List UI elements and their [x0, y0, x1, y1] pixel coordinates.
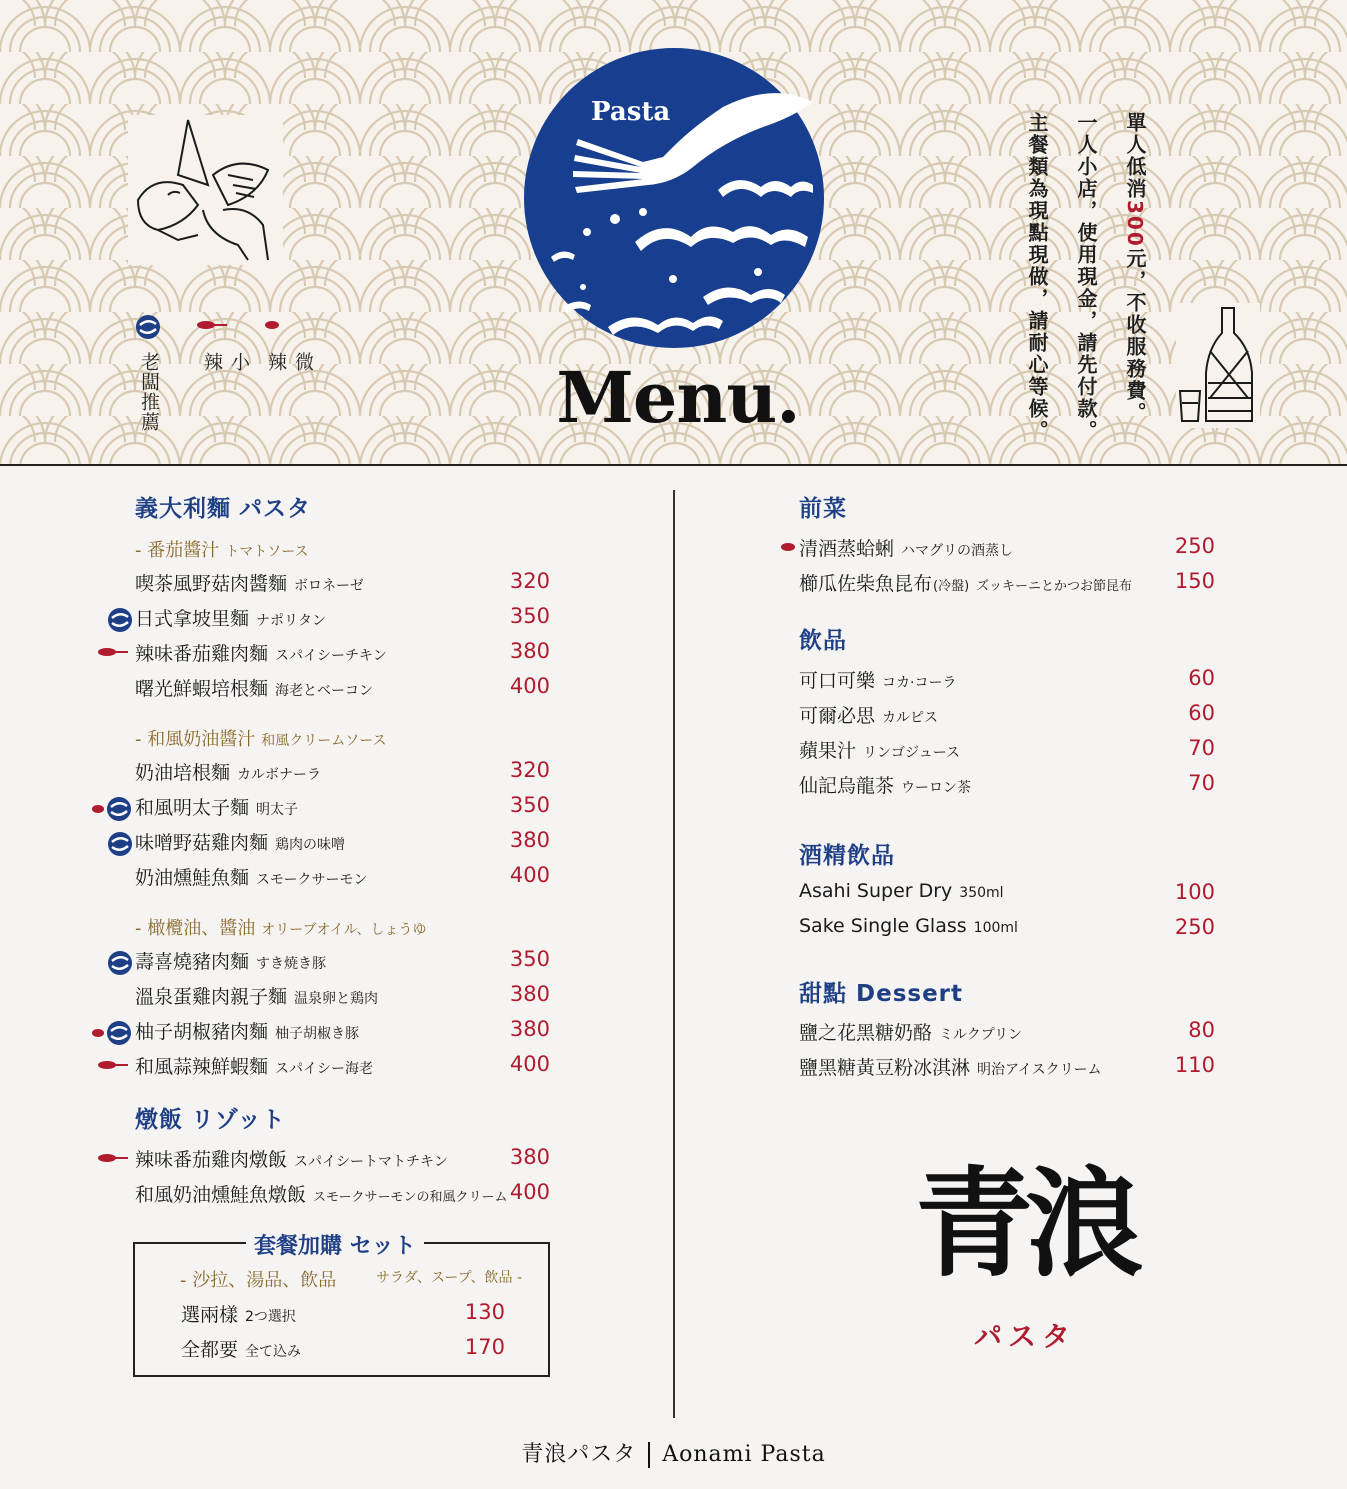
menu-item: Sake Single Glass 100ml: [799, 915, 1018, 937]
menu-item-price: 70: [1188, 736, 1215, 760]
legend-label-mild: 小 辣: [201, 352, 250, 401]
footer: [0, 1437, 1347, 1468]
menu-item: Asahi Super Dry 350ml: [799, 880, 1004, 902]
brand-logo-main: 青浪: [914, 1155, 1135, 1293]
section-title-dessert: 甜點 Dessert: [799, 981, 964, 1007]
section-title-risotto: 燉飯 リゾット: [135, 1107, 286, 1133]
owner-recommend-icon: [106, 1020, 132, 1046]
spicy-marker: [95, 1058, 129, 1072]
menu-item: 鹽之花黑糖奶酪 ミルクプリン: [799, 1022, 1023, 1044]
set-menu-title: 套餐加購 セット: [246, 1229, 424, 1260]
menu-item: 櫛瓜佐柴魚昆布 (冷盤) ズッキーニとかつお節昆布: [799, 573, 1133, 595]
notice-made-to-order: 主餐類為現點現做，請耐心等候。: [1025, 112, 1049, 442]
menu-item-price: 380: [509, 982, 550, 1006]
menu-item: 辣味番茄雞肉燉飯 スパイシートマトチキン: [135, 1149, 448, 1171]
sake-bottle-illustration: [1176, 303, 1260, 428]
menu-item: 溫泉蛋雞肉親子麵 温泉卵と鶏肉: [135, 986, 379, 1008]
subsection-olive-oil-soy: - 橄欖油、醬油 オリーブオイル、しょうゆ: [135, 918, 427, 939]
menu-item-price: 100: [1174, 880, 1215, 904]
chef-hands-illustration: [128, 115, 283, 265]
set-item-price: 170: [464, 1335, 505, 1359]
recommend-marker: [107, 950, 133, 976]
menu-item: 仙記烏龍茶 ウーロン茶: [799, 775, 972, 797]
footer-en: Aonami Pasta: [662, 1442, 826, 1467]
menu-item-price: 400: [509, 1180, 550, 1204]
menu-title: Menu.: [556, 356, 800, 439]
owner-recommend-icon: [106, 796, 132, 822]
menu-item: 和風奶油燻鮭魚燉飯 スモークサーモンの和風クリーム: [135, 1184, 508, 1206]
menu-item-price: 380: [509, 639, 550, 663]
section-title-alcohol: 酒精飲品: [799, 843, 895, 869]
menu-item-price: 350: [509, 947, 550, 971]
menu-item-price: 400: [509, 1052, 550, 1076]
legend-label-slight: 微 辣: [265, 352, 314, 401]
menu-item-price: 380: [509, 828, 550, 852]
set-item: 全都要 全て込み: [181, 1339, 302, 1361]
menu-item-price: 250: [1174, 915, 1215, 939]
menu-item: 壽喜燒豬肉麵 すき焼き豚: [135, 951, 327, 973]
menu-item: 喫茶風野菇肉醬麵 ボロネーゼ: [135, 573, 364, 595]
column-divider: [673, 490, 675, 1418]
notice-minimum-charge: 單人低消300元，不收服務費。: [1123, 112, 1147, 424]
brand-logo: [910, 1155, 1140, 1365]
menu-item-price: 350: [509, 793, 550, 817]
menu-item-price: 320: [509, 758, 550, 782]
pasta-logo-circle: [523, 47, 825, 349]
mild-spicy-icon: [95, 1058, 129, 1072]
set-item-price: 130: [464, 1300, 505, 1324]
menu-item: 可口可樂 コカ·コーラ: [799, 670, 957, 692]
set-menu-subtitle-jp: サラダ、スープ、飲品 -: [376, 1270, 523, 1286]
owner-recommend-icon: [107, 950, 133, 976]
menu-item: 奶油燻鮭魚麵 スモークサーモン: [135, 867, 368, 889]
spicy-marker: [95, 645, 129, 659]
set-item: 選兩樣 2つ選択: [181, 1304, 296, 1326]
subsection-tomato: - 番茄醬汁 トマトソース: [135, 540, 309, 561]
minimum-amount: 300: [1123, 200, 1147, 248]
menu-item: 和風蒜辣鮮蝦麵 スパイシー海老: [135, 1056, 374, 1078]
menu-item: 蘋果汁 リンゴジュース: [799, 740, 961, 762]
mild-spicy-icon: [95, 645, 129, 659]
menu-item: 曙光鮮蝦培根麵 海老とベーコン: [135, 678, 374, 700]
mild-spicy-icon: [95, 1151, 129, 1165]
mild-spicy-icon: [193, 318, 229, 332]
circle-label: Pasta: [591, 97, 671, 127]
menu-item-price: 250: [1174, 534, 1215, 558]
notice-cash-only: 一人小店，使用現金，請先付款。: [1074, 112, 1098, 442]
menu-item-price: 80: [1188, 1018, 1215, 1042]
recommend-spicy-marker: [90, 796, 132, 822]
slight-spicy-icon: [263, 319, 281, 331]
section-title-pasta: 義大利麵 パスタ: [135, 496, 311, 522]
menu-item: 可爾必思 カルピス: [799, 705, 939, 727]
menu-item: 辣味番茄雞肉麵 スパイシーチキン: [135, 643, 387, 665]
spicy-marker: [95, 1151, 129, 1165]
menu-item-price: 380: [509, 1017, 550, 1041]
owner-recommend-icon: [107, 607, 133, 633]
recommend-marker: [107, 831, 133, 857]
menu-item-price: 150: [1174, 569, 1215, 593]
menu-item-price: 60: [1188, 666, 1215, 690]
brand-logo-sub: パスタ: [973, 1320, 1076, 1353]
footer-separator: [648, 1442, 650, 1468]
menu-item-price: 350: [509, 604, 550, 628]
menu-item: 柚子胡椒豬肉麵 柚子胡椒き豚: [135, 1021, 360, 1043]
set-menu-subtitle: - 沙拉、湯品、飲品: [180, 1270, 337, 1291]
menu-item: 鹽黑糖黃豆粉冰淇淋 明治アイスクリーム: [799, 1057, 1102, 1079]
footer-jp: 青浪パスタ: [521, 1442, 637, 1467]
menu-item-price: 110: [1174, 1053, 1215, 1077]
recommend-marker: [107, 607, 133, 633]
section-title-drinks: 飲品: [799, 628, 847, 654]
menu-item-price: 60: [1188, 701, 1215, 725]
menu-item-price: 70: [1188, 771, 1215, 795]
menu-item: 日式拿坡里麵 ナポリタン: [135, 608, 327, 630]
menu-item-price: 320: [509, 569, 550, 593]
slight-spicy-icon: [90, 1027, 106, 1039]
menu-item-price: 400: [509, 674, 550, 698]
owner-recommend-icon: [107, 831, 133, 857]
legend-label-recommend: 老闆推薦: [138, 352, 160, 432]
menu-item: 清酒蒸蛤蜊 ハマグリの酒蒸し: [799, 538, 1014, 560]
menu-item: 味噌野菇雞肉麵 鶏肉の味噌: [135, 832, 346, 854]
owner-recommend-icon: [135, 314, 161, 340]
menu-item-price: 380: [509, 1145, 550, 1169]
slight-spicy-icon: [779, 541, 797, 553]
section-title-appetizer: 前菜: [799, 496, 847, 522]
spicy-marker: [779, 541, 797, 553]
menu-item-price: 400: [509, 863, 550, 887]
header-banner: [0, 0, 1347, 466]
slight-spicy-icon: [90, 803, 106, 815]
recommend-spicy-marker: [90, 1020, 132, 1046]
menu-item: 和風明太子麵 明太子: [135, 797, 299, 819]
subsection-japanese-cream: - 和風奶油醬汁 和風クリームソース: [135, 729, 387, 750]
menu-item: 奶油培根麵 カルボナーラ: [135, 762, 322, 784]
